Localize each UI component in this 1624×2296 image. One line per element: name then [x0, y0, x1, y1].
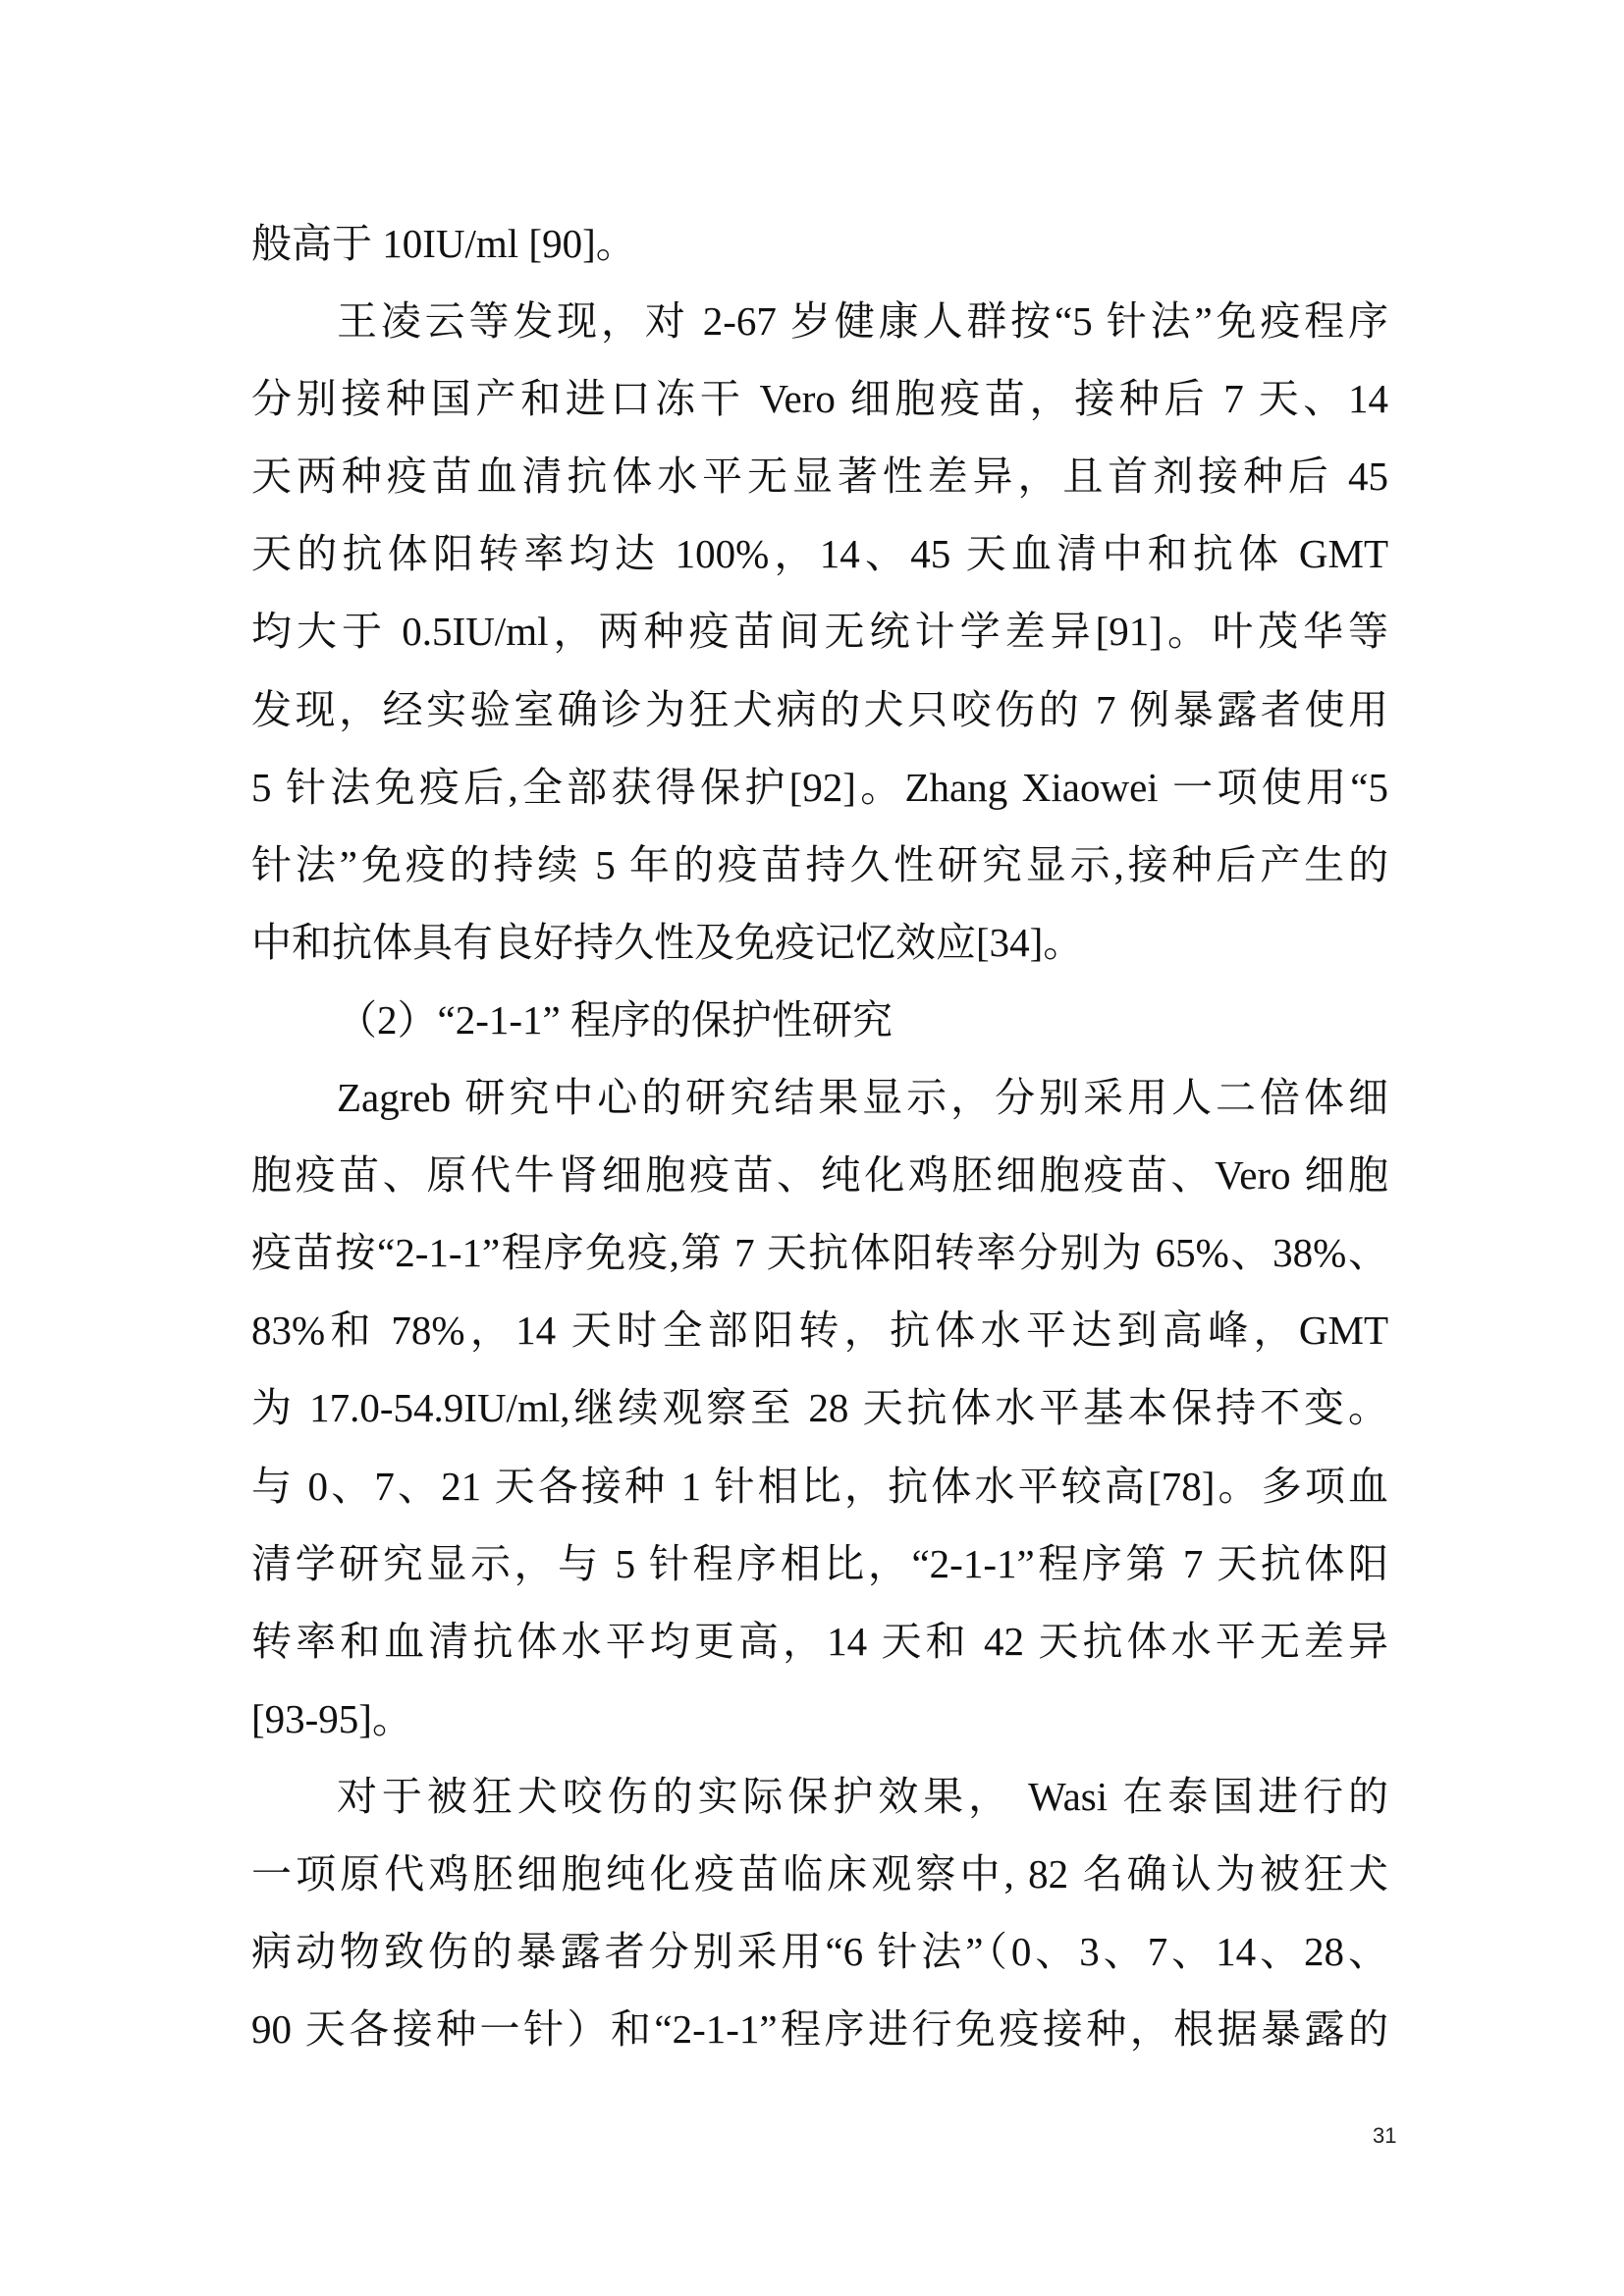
text-line: 83%和 78%，14 天时全部阳转，抗体水平达到高峰，GMT	[251, 1308, 1388, 1354]
text-line: 清学研究显示，与 5 针程序相比，“2-1-1”程序第 7 天抗体阳	[251, 1540, 1388, 1586]
text-line: 胞疫苗、原代牛肾细胞疫苗、纯化鸡胚细胞疫苗、Vero 细胞	[251, 1152, 1388, 1199]
text-line: 病动物致伤的暴露者分别采用“6 针法”（0、3、7、14、28、	[251, 1929, 1388, 1975]
text-line: 天两种疫苗血清抗体水平无显著性差异，且首剂接种后 45	[251, 454, 1388, 500]
text-line: 天的抗体阳转率均达 100%，14、45 天血清中和抗体 GMT	[251, 531, 1388, 577]
text-line: 发现，经实验室确诊为狂犬病的犬只咬伤的 7 例暴露者使用	[251, 686, 1388, 732]
text-line: 般高于 10IU/ml [90]。	[251, 221, 636, 266]
text-line: 分别接种国产和进口冻干 Vero 细胞疫苗，接种后 7 天、14	[251, 376, 1388, 422]
text-line: 为 17.0-54.9IU/ml,继续观察至 28 天抗体水平基本保持不变。	[251, 1385, 1388, 1431]
text-line: 王凌云等发现，对 2-67 岁健康人群按“5 针法”免疫程序	[337, 298, 1388, 345]
section-heading: （2）“2-1-1” 程序的保护性研究	[337, 996, 893, 1042]
text-line: 90 天各接种一针）和“2-1-1”程序进行免疫接种，根据暴露的	[251, 2006, 1388, 2053]
page-number: 31	[1373, 2123, 1397, 2148]
text-line: 均大于 0.5IU/ml，两种疫苗间无统计学差异[91]。叶茂华等	[251, 609, 1388, 655]
text-line: 针法”免疫的持续 5 年的疫苗持久性研究显示,接种后产生的	[251, 841, 1388, 887]
text-line: [93-95]。	[251, 1695, 412, 1741]
text-line: 转率和血清抗体水平均更高，14 天和 42 天抗体水平无差异	[251, 1618, 1388, 1664]
text-line: 疫苗按“2-1-1”程序免疫,第 7 天抗体阳转率分别为 65%、38%、	[251, 1230, 1388, 1276]
text-line: 中和抗体具有良好持久性及免疫记忆效应[34]。	[251, 919, 1084, 965]
text-line: 一项原代鸡胚细胞纯化疫苗临床观察中, 82 名确认为被狂犬	[251, 1850, 1388, 1896]
body-text	[251, 205, 1388, 2068]
text-line: 与 0、7、21 天各接种 1 针相比，抗体水平较高[78]。多项血	[251, 1463, 1388, 1509]
text-line: 对于被狂犬咬伤的实际保护效果， Wasi 在泰国进行的	[337, 1773, 1388, 1819]
text-line: Zagreb 研究中心的研究结果显示，分别采用人二倍体细	[337, 1075, 1388, 1121]
text-line: 5 针法免疫后,全部获得保护[92]。Zhang Xiaowei 一项使用“5	[251, 764, 1388, 810]
